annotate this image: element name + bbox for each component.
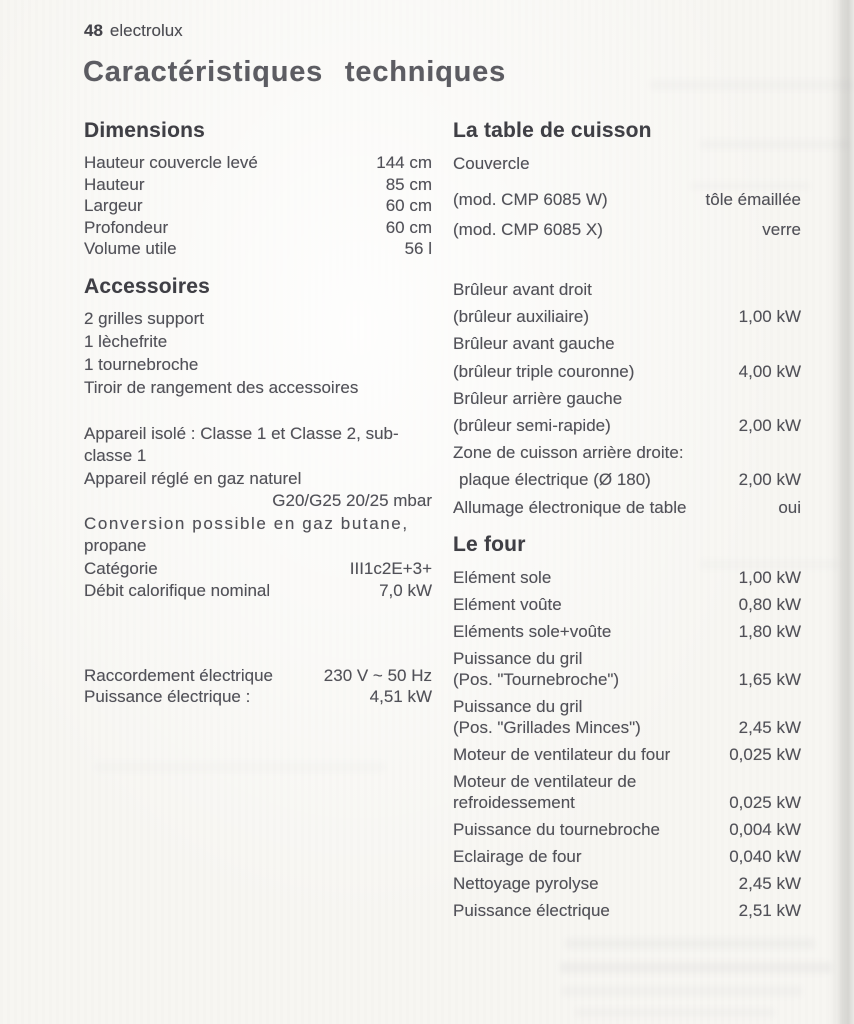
- spec-value: 0,025 kW: [729, 744, 801, 764]
- spec-label-line2: refroidessement: [453, 792, 575, 812]
- table-row: [453, 744, 801, 765]
- table-row: [453, 621, 801, 642]
- burner-name: Brûleur avant gauche: [453, 334, 615, 354]
- spec-label: Puissance électrique: [453, 900, 610, 920]
- burner-type: (brûleur semi-rapide): [453, 416, 611, 436]
- isolation-class-line: classe 1: [84, 446, 147, 465]
- isolation-class-line: Appareil isolé : Classe 1 et Classe 2, sub-: [84, 423, 399, 443]
- burner-table: [453, 276, 801, 521]
- table-row: [453, 771, 801, 813]
- spec-value: 60 cm: [385, 217, 432, 237]
- table-row: [453, 185, 801, 215]
- spec-label: Allumage électronique de table: [453, 497, 687, 517]
- spec-value: 1,00 kW: [738, 567, 801, 587]
- spec-label: (mod. CMP 6085 X): [453, 219, 603, 239]
- spec-label-line2: (Pos. "Tournebroche"): [453, 669, 620, 689]
- spec-label: Elément voûte: [453, 594, 562, 614]
- table-row: [453, 594, 801, 615]
- oven-table: [453, 567, 801, 921]
- burner-row: [453, 385, 801, 439]
- spec-label: Raccordement électrique: [84, 665, 273, 685]
- burner-power: 1,00 kW: [738, 307, 801, 327]
- spec-value: verre: [762, 219, 801, 239]
- spec-label: Elément sole: [453, 567, 552, 587]
- spec-value: oui: [778, 497, 801, 517]
- spec-value: tôle émaillée: [705, 190, 801, 209]
- spec-value: 2,45 kW: [738, 717, 801, 737]
- table-row: [84, 217, 432, 239]
- spec-label-line2: (Pos. "Grillades Minces"): [453, 717, 641, 737]
- spec-value: 0,040 kW: [729, 846, 801, 866]
- table-row: [84, 580, 432, 603]
- brand-name: electrolux: [109, 21, 183, 40]
- burner-type: (brûleur triple couronne): [453, 361, 635, 381]
- spec-value: 85 cm: [385, 174, 432, 194]
- table-row: [453, 696, 801, 738]
- electrical-spec-block: [84, 665, 432, 708]
- spec-label: Profondeur: [84, 217, 169, 237]
- table-row: [84, 686, 432, 708]
- gas-setting-line: Appareil réglé en gaz naturel: [84, 468, 302, 488]
- spec-label: Largeur: [84, 196, 143, 215]
- gas-conversion-line: propane: [84, 536, 147, 555]
- spec-label: Eclairage de four: [453, 846, 582, 866]
- spec-value: 144 cm: [376, 153, 432, 172]
- list-item: 2 grilles support: [84, 308, 205, 328]
- spec-value: 0,80 kW: [738, 594, 801, 614]
- table-row: [84, 558, 432, 581]
- dimensions-table: [84, 152, 432, 260]
- table-row: [84, 195, 432, 217]
- spec-label: Débit calorifique nominal: [84, 581, 271, 600]
- spec-label: (mod. CMP 6085 W): [453, 190, 608, 209]
- list-item: 1 tournebroche: [84, 354, 199, 374]
- section-heading-table-cuisson: La table de cuisson: [453, 119, 652, 142]
- table-row: [84, 174, 432, 196]
- table-row: [453, 819, 801, 840]
- table-row: [453, 494, 801, 521]
- spec-value: 1,80 kW: [738, 621, 801, 641]
- spec-label: Puissance du tournebroche: [453, 819, 660, 839]
- gas-spec-block: [84, 423, 432, 603]
- section-heading-accessoires: Accessoires: [84, 274, 210, 298]
- burner-row: [453, 276, 801, 330]
- burner-power: 2,00 kW: [738, 470, 801, 490]
- spec-label: Catégorie: [84, 558, 158, 578]
- spec-label-line1: Puissance du gril: [453, 648, 583, 668]
- page-title: Caractéristiques techniques: [83, 56, 507, 88]
- spec-value: 1,65 kW: [738, 669, 801, 689]
- table-row: [453, 873, 801, 894]
- table-row: [453, 567, 801, 588]
- spec-label: Eléments sole+voûte: [453, 621, 612, 641]
- spec-value: 0,025 kW: [729, 792, 801, 812]
- page-header: [84, 21, 183, 41]
- spec-label-line1: Moteur de ventilateur de: [453, 771, 637, 791]
- section-heading-four: Le four: [453, 532, 526, 556]
- spec-label: Nettoyage pyrolyse: [453, 873, 599, 893]
- burner-row: [453, 439, 801, 493]
- spec-value: 230 V ~ 50 Hz: [323, 665, 432, 685]
- couvercle-label: Couvercle: [453, 154, 530, 173]
- table-row: [453, 215, 801, 245]
- burner-name: Brûleur arrière gauche: [453, 388, 623, 408]
- spec-value: 56 l: [404, 239, 432, 258]
- burner-name: Zone de cuisson arrière droite:: [453, 443, 684, 463]
- right-column: [453, 119, 801, 927]
- spec-label: Hauteur couvercle levé: [84, 153, 258, 172]
- section-heading-dimensions: Dimensions: [84, 119, 206, 142]
- list-item: Tiroir de rangement des accessoires: [84, 377, 359, 397]
- spec-value: 2,45 kW: [738, 873, 801, 893]
- table-row: [453, 900, 801, 921]
- spec-value: 4,51 kW: [369, 687, 432, 706]
- accessoires-list: [84, 307, 432, 399]
- list-item: 1 lèchefrite: [84, 331, 168, 351]
- gas-conversion-line: Conversion possible en gaz butane,: [84, 513, 409, 533]
- gas-pressure-value: G20/G25 20/25 mbar: [272, 491, 432, 510]
- spec-value: 0,004 kW: [729, 819, 801, 839]
- spec-value: 2,51 kW: [738, 900, 801, 920]
- spec-label: Puissance électrique :: [84, 687, 251, 706]
- table-row: [453, 648, 801, 690]
- spec-value: 60 cm: [385, 196, 432, 215]
- spec-value: III1c2E+3+: [349, 558, 432, 578]
- left-column: [84, 119, 432, 708]
- burner-type: (brûleur auxiliaire): [453, 307, 590, 327]
- table-row: [453, 846, 801, 867]
- burner-row: [453, 330, 801, 384]
- page-number: 48: [84, 21, 103, 40]
- table-row: [84, 152, 432, 174]
- spec-label: Hauteur: [84, 174, 145, 194]
- burner-name: Brûleur avant droit: [453, 280, 592, 299]
- burner-power: 2,00 kW: [738, 416, 801, 436]
- burner-power: 4,00 kW: [738, 361, 801, 381]
- model-table: [453, 185, 801, 244]
- spec-label: Moteur de ventilateur du four: [453, 744, 671, 764]
- burner-type: plaque électrique (Ø 180): [459, 470, 651, 490]
- spec-label: Volume utile: [84, 239, 177, 258]
- spec-value: 7,0 kW: [379, 581, 432, 600]
- table-row: [84, 238, 432, 260]
- table-row: [84, 665, 432, 687]
- spec-label-line1: Puissance du gril: [453, 696, 583, 716]
